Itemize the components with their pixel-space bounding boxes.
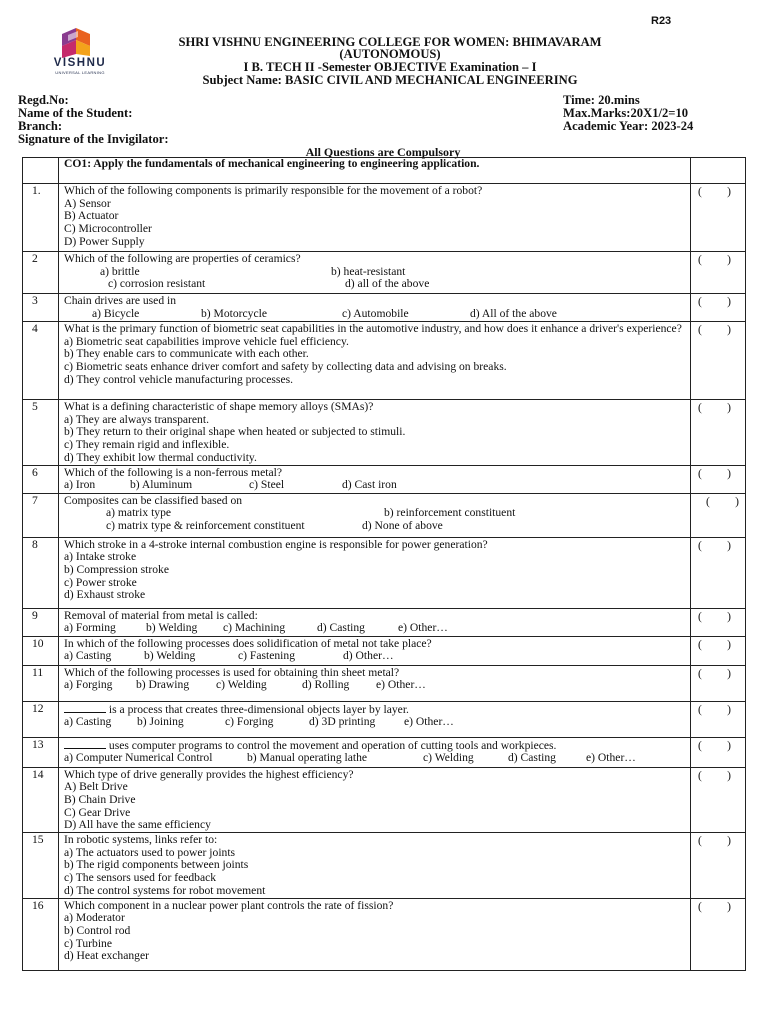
question-text: Which of the following processes is used for obtaining thin sheet metal? [64,665,400,679]
student-name-label: Name of the Student: [18,106,133,120]
option: b) Welding [144,649,196,663]
question-number: 15 [23,833,59,899]
option: a) Biometric seat capabilities improve vehicle fuel efficiency. [64,334,349,348]
option: c) Machining [223,621,286,635]
option: c) corrosion resistant [108,277,206,291]
option: A) Belt Drive [64,780,128,794]
co-heading: CO1: Apply the fundamentals of mechanical engineering to engineering application. [59,158,691,184]
option: a) Casting [64,715,112,729]
answer-box[interactable]: ( ) [698,638,731,651]
answer-box[interactable]: ( ) [698,900,731,913]
option: c) Forging [225,715,274,729]
question-number: 8 [23,537,59,608]
option: b) They enable cars to communicate with each other. [64,347,309,361]
answer-box[interactable]: ( ) [698,667,731,680]
option: d) Exhaust stroke [64,588,146,602]
question-text: Composites can be classified based on [64,493,243,507]
question-number: 10 [23,636,59,665]
fill-blank [64,703,106,713]
option: c) Steel [249,478,285,492]
college-name: SHRI VISHNU ENGINEERING COLLEGE FOR WOMEN: BHIMAVARAM [178,35,602,49]
option: a) Forging [64,678,113,692]
question-text: Which of the following is a non-ferrous metal? [64,465,282,479]
question-row [23,898,746,970]
subject-name: Subject Name: BASIC CIVIL AND MECHANICAL ENGINEERING [202,73,578,87]
option: c) The sensors used for feedback [64,871,217,885]
question-row [23,184,746,252]
fill-blank [64,739,106,749]
logo-wordmark: VISHNU [53,57,107,69]
question-text: Which of the following components is primarily responsible for the movement of a robot? [64,184,483,197]
option: D) All have the same efficiency [64,818,211,832]
option: C) Microcontroller [64,222,152,236]
question-number: 13 [23,737,59,767]
option: a) Computer Numerical Control [64,751,213,765]
option: D) Power Supply [64,234,145,248]
question-row [23,737,746,767]
option: a) Iron [64,478,96,492]
option: d) Other… [343,649,394,663]
question-text: Removal of material from metal is called: [64,608,258,622]
option: e) Other… [586,751,636,765]
question-row [23,608,746,636]
option: d) 3D printing [309,715,376,729]
question-text: Chain drives are used in [64,294,177,307]
question-number: 7 [23,493,59,537]
option: a) The actuators used to power joints [64,845,236,859]
option: d) Casting [508,751,556,765]
invigilator-signature-label: Signature of the Invigilator: [18,132,169,146]
option: c) Turbine [64,936,112,950]
option: d) all of the above [345,277,430,291]
answer-box[interactable]: ( ) [698,610,731,623]
logo-tagline: UNIVERSAL LEARNING [55,70,105,75]
co-heading-row [23,158,746,184]
option: A) Sensor [64,196,111,210]
option: C) Gear Drive [64,805,131,819]
question-text: Which of the following are properties of ceramics? [64,252,301,265]
option: b) The rigid components between joints [64,858,249,872]
option: d) Cast iron [342,478,397,492]
option: c) Welding [216,678,267,692]
option: b) Joining [137,715,184,729]
question-number: 11 [23,665,59,701]
question-text: Which type of drive generally provides the highest efficiency? [64,767,354,781]
option: e) Other… [404,715,454,729]
answer-box[interactable]: ( ) [698,539,731,552]
question-row [23,665,746,701]
question-row [23,493,746,537]
question-row [23,701,746,737]
answer-box[interactable]: ( ) [698,324,731,336]
answer-box[interactable]: ( ) [698,402,731,414]
option: b) Control rod [64,923,131,937]
option: a) matrix type [106,506,172,520]
question-number: 1. [23,184,59,252]
question-row [23,294,746,322]
option: d) They control vehicle manufacturing processes. [64,372,294,386]
question-text: Which stroke in a 4-stroke internal combustion engine is responsible for power generation? [64,537,488,551]
option: b) reinforcement constituent [384,506,516,520]
question-row [23,767,746,833]
instruction: All Questions are Compulsory [305,145,461,159]
exam-title: I B. TECH II -Semester OBJECTIVE Examination – I [243,60,537,74]
regulation-code: R23 [651,15,672,27]
question-row [23,636,746,665]
question-number: 6 [23,465,59,493]
answer-box[interactable]: ( ) [706,495,739,508]
option: e) Other… [398,621,448,635]
option: d) Rolling [302,678,350,692]
exam-time: Time: 20.mins [563,93,640,107]
question-row [23,322,746,400]
answer-box[interactable]: ( ) [698,703,731,716]
question-number: 2 [23,252,59,294]
option: b) Manual operating lathe [247,751,368,765]
branch-label: Branch: [18,119,63,133]
option: b) Motorcycle [201,306,267,320]
question-row [23,465,746,493]
option: c) Biometric seats enhance driver comfort and safety by collecting data and advising on breaks. [64,360,507,374]
answer-box[interactable]: ( ) [698,296,731,308]
autonomous-label: (AUTONOMOUS) [339,47,441,61]
option: c) Automobile [342,306,409,320]
regd-no-label: Regd.No: [18,93,69,107]
option: a) brittle [100,264,140,278]
option: e) Other… [376,678,426,692]
option: a) Intake stroke [64,550,137,564]
question-row [23,400,746,466]
option: a) Forming [64,621,116,635]
option: c) matrix type & reinforcement constituent [106,518,305,532]
option: B) Actuator [64,209,119,223]
question-text: uses computer programs to control the movement and operation of cutting tools and workpieces. [108,738,557,752]
answer-box[interactable]: ( ) [698,769,731,782]
option: d) The control systems for robot movement [64,883,266,897]
question-number: 3 [23,294,59,322]
question-text: Which component in a nuclear power plant controls the rate of fission? [64,898,394,912]
question-text: is a process that creates three-dimensional objects layer by layer. [108,702,409,716]
question-number: 12 [23,701,59,737]
option: d) All of the above [470,306,557,320]
academic-year: Academic Year: 2023-24 [563,119,694,133]
question-text: What is the primary function of biometric seat capabilities in the automotive industry, and how does it enhance a driver's experience? [64,322,682,335]
option: b) Aluminum [130,478,193,492]
option: b) Compression stroke [64,562,169,576]
option: d) Heat exchanger [64,949,149,963]
option: d) Casting [317,621,365,635]
question-row [23,537,746,608]
answer-box[interactable]: ( ) [698,467,731,480]
option: b) Welding [146,621,198,635]
question-number: 5 [23,400,59,466]
question-table [22,157,746,971]
option: a) Bicycle [92,306,140,320]
option: b) Drawing [136,678,190,692]
question-number: 14 [23,767,59,833]
option: b) heat-resistant [331,264,406,278]
option: B) Chain Drive [64,792,136,806]
option: d) None of above [362,518,443,532]
question-number: 9 [23,608,59,636]
question-text: In robotic systems, links refer to: [64,833,218,847]
answer-box[interactable]: ( ) [698,739,731,752]
option: a) Moderator [64,911,125,925]
question-text: What is a defining characteristic of shape memory alloys (SMAs)? [64,400,374,413]
answer-box[interactable]: ( ) [698,254,731,266]
option: c) Welding [423,751,474,765]
option: d) They exhibit low thermal conductivity. [64,450,257,464]
option: a) Casting [64,649,112,663]
option: b) They return to their original shape when heated or subjected to stimuli. [64,425,406,439]
question-row [23,252,746,294]
question-number: 16 [23,898,59,970]
max-marks: Max.Marks:20X1/2=10 [563,106,689,120]
option: a) They are always transparent. [64,412,209,426]
option: c) Power stroke [64,575,137,589]
question-row [23,833,746,899]
option: c) Fastening [238,649,295,663]
option: c) They remain rigid and inflexible. [64,438,230,452]
answer-box[interactable]: ( ) [698,835,731,848]
question-text: In which of the following processes does solidification of metal not take place? [64,636,432,650]
answer-box[interactable]: ( ) [698,186,731,198]
question-number: 4 [23,322,59,400]
